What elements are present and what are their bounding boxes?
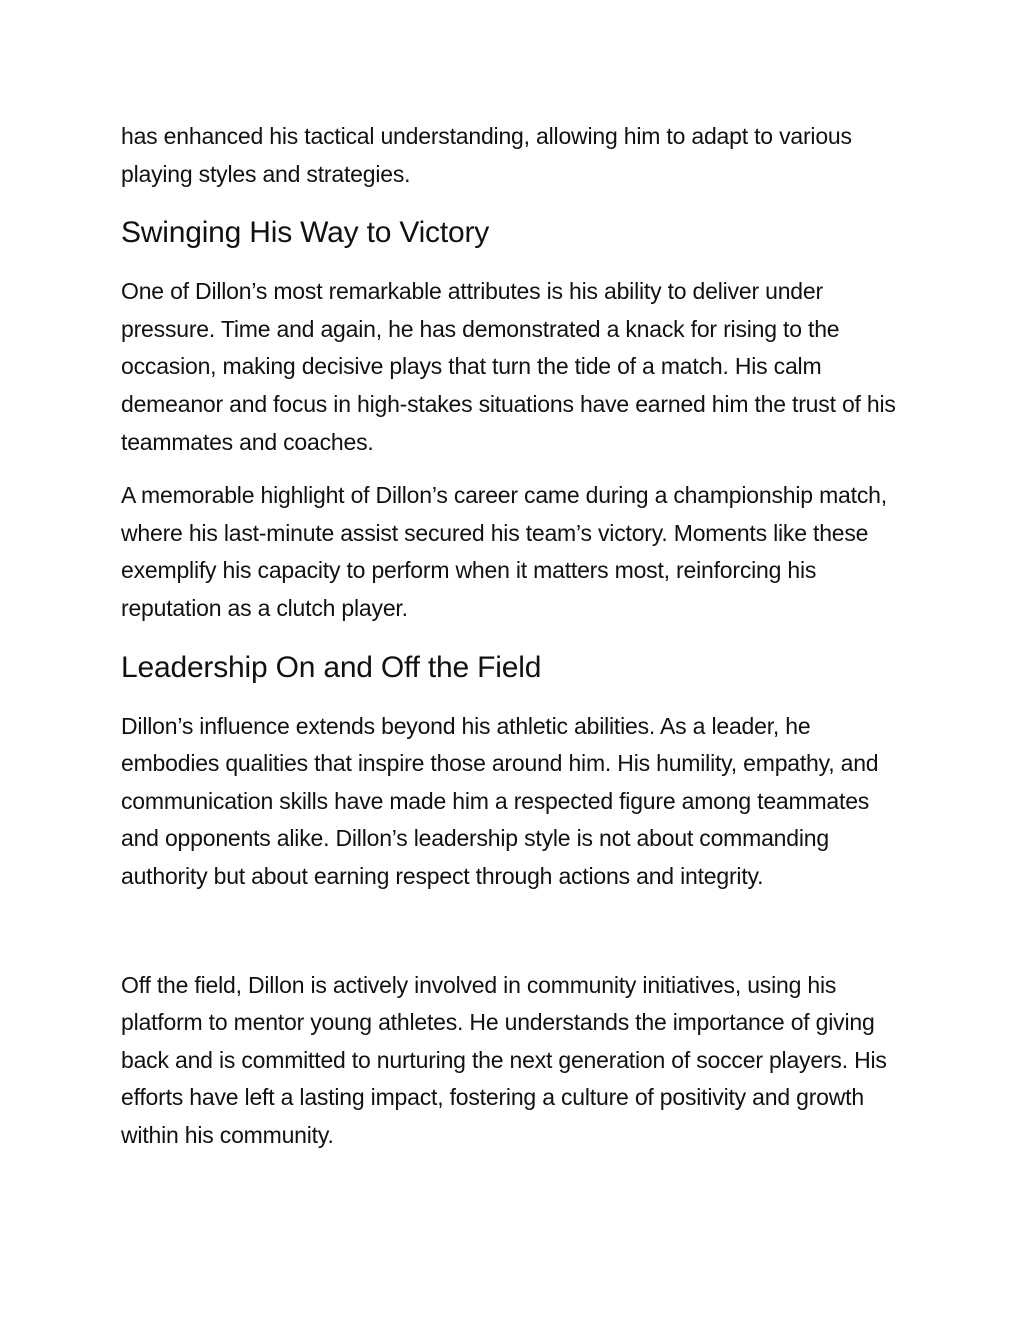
document-page <box>121 118 911 1154</box>
section-heading-leadership: Leadership On and Off the Field <box>121 650 542 684</box>
section-heading-victory: Swinging His Way to Victory <box>121 216 490 250</box>
paragraph-under-pressure: One of Dillon’s most remarkable attributes is his ability to deliver under pressure. Time and again, he has demonstrated a knack for rising to the occasion, making decisive plays that turn the tide of a match. His calm demeanor and focus in high-stakes situations have earned him the trust of his teammates and coaches. <box>121 278 896 455</box>
paragraph-leadership-influence: Dillon’s influence extends beyond his athletic abilities. As a leader, he embodies qualities that inspire those around him. His humility, empathy, and communication skills have made him a respected figure among teammates and opponents alike. Dillon’s leadership style is not about commanding authority but about earning respect through actions and integrity. <box>121 712 879 889</box>
paragraph-community: Off the field, Dillon is actively involved in community initiatives, using his platform to mentor young athletes. He understands the importance of giving back and is committed to nurturing the next generation of soccer players. His efforts have left a lasting impact, fostering a culture of positivity and growth within his community. <box>121 971 887 1148</box>
paragraph-championship-highlight: A memorable highlight of Dillon’s career came during a championship match, where his last-minute assist secured his team’s victory. Moments like these exemplify his capacity to perform when it matters most, reinforcing his reputation as a clutch player. <box>121 482 887 621</box>
intro-paragraph: has enhanced his tactical understanding, allowing him to adapt to various playing styles and strategies. <box>121 123 852 187</box>
